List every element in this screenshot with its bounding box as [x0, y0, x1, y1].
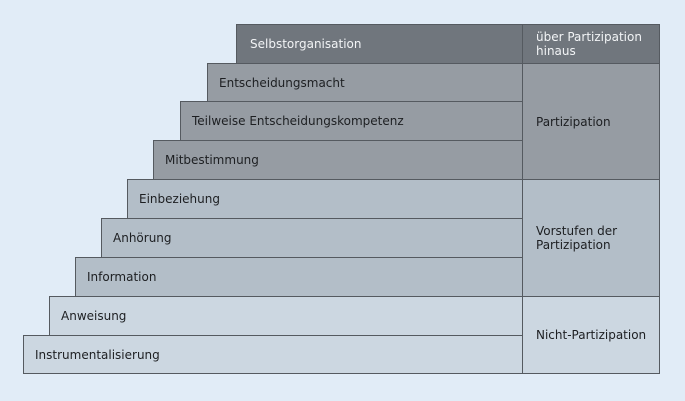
category-partizipation: [522, 63, 660, 180]
category-label: über Partizipation hinaus: [536, 30, 642, 58]
step-selbstorganisation: [236, 24, 523, 64]
step-label: Anweisung: [61, 309, 127, 323]
step-einbeziehung: [127, 179, 523, 219]
step-label: Information: [87, 270, 157, 284]
step-label: Anhörung: [113, 231, 172, 245]
step-instrumentalisierung: [23, 335, 523, 374]
category-label: Vorstufen der Partizipation: [536, 224, 618, 252]
category-label: Partizipation: [536, 114, 611, 129]
category-label: Nicht-Partizipation: [536, 328, 647, 342]
category-ueber-partizipation-hinaus: [522, 24, 660, 64]
category-nicht-partizipation: [522, 296, 660, 374]
step-label: Instrumentalisierung: [35, 347, 160, 362]
step-label: Selbstorganisation: [250, 37, 362, 51]
category-vorstufen-der-partizipation: [522, 179, 660, 297]
step-mitbestimmung: [153, 140, 523, 180]
step-teilweise-entscheidungskompetenz: [180, 101, 523, 141]
step-anweisung: [49, 296, 523, 336]
step-anhoerung: [101, 218, 523, 258]
step-entscheidungsmacht: [207, 63, 523, 102]
step-label: Mitbestimmung: [165, 153, 259, 167]
step-label: Entscheidungsmacht: [219, 75, 345, 90]
step-label: Teilweise Entscheidungskompetenz: [192, 114, 404, 128]
step-label: Einbeziehung: [139, 192, 220, 206]
step-information: [75, 257, 523, 297]
